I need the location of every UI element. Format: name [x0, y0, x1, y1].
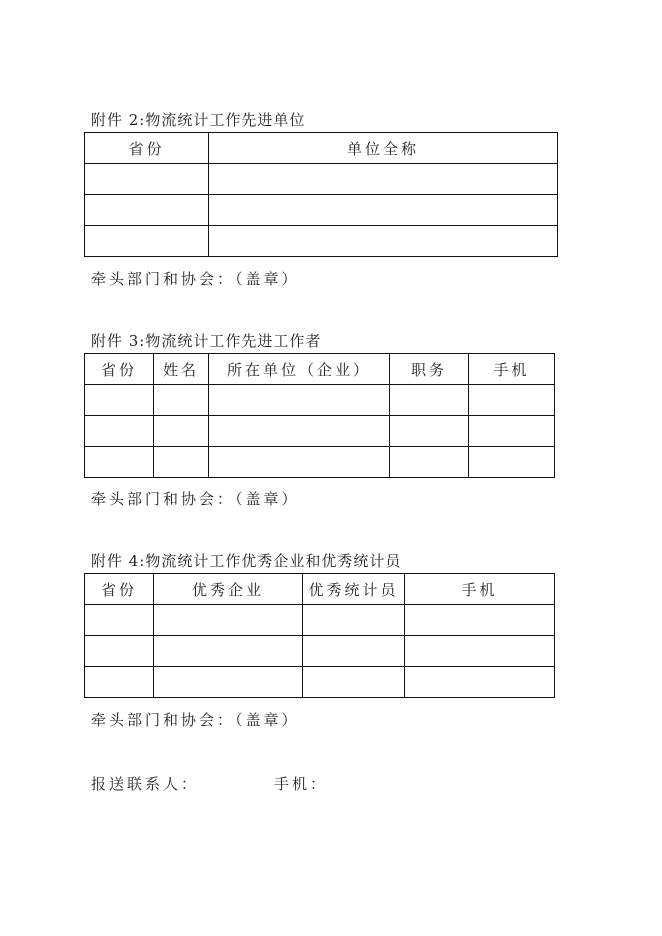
cell-name[interactable] [154, 416, 209, 447]
cell-mobile[interactable] [469, 385, 555, 416]
header-province: 省份 [85, 133, 209, 164]
attachment-2-title: 附件 2:物流统计工作先进单位 [91, 111, 306, 129]
header-name: 姓名 [154, 354, 209, 385]
table-row [85, 667, 555, 698]
table-header-row [85, 133, 558, 164]
table-row [85, 226, 558, 257]
header-mobile: 手机 [469, 354, 555, 385]
cell-mobile[interactable] [405, 636, 555, 667]
header-position: 职务 [390, 354, 469, 385]
attachment-3-table [84, 353, 555, 478]
cell-province[interactable] [85, 385, 154, 416]
cell-province[interactable] [85, 667, 154, 698]
header-mobile: 手机 [405, 574, 555, 605]
header-unit-full-name: 单位全称 [209, 133, 558, 164]
cell-statistician[interactable] [303, 636, 405, 667]
attachment-4-table [84, 573, 555, 698]
cell-position[interactable] [390, 385, 469, 416]
cell-name[interactable] [154, 447, 209, 478]
cell-employer[interactable] [209, 447, 390, 478]
attachment-2-table [84, 132, 558, 257]
cell-employer[interactable] [209, 385, 390, 416]
table-row [85, 195, 558, 226]
table-row [85, 385, 555, 416]
table-row [85, 605, 555, 636]
cell-province[interactable] [85, 195, 209, 226]
cell-province[interactable] [85, 447, 154, 478]
contact-person-label: 报送联系人： [91, 775, 200, 793]
attachment-3-stamp-note: 牵头部门和协会：（盖章） [91, 490, 300, 508]
cell-enterprise[interactable] [154, 667, 303, 698]
cell-employer[interactable] [209, 416, 390, 447]
attachment-3-title: 附件 3:物流统计工作先进工作者 [91, 332, 322, 350]
header-employer: 所在单位（企业） [209, 354, 390, 385]
cell-unit-name[interactable] [209, 164, 558, 195]
cell-mobile[interactable] [405, 605, 555, 636]
attachment-4-title: 附件 4:物流统计工作优秀企业和优秀统计员 [91, 552, 402, 570]
cell-unit-name[interactable] [209, 195, 558, 226]
cell-province[interactable] [85, 416, 154, 447]
cell-enterprise[interactable] [154, 605, 303, 636]
table-row [85, 164, 558, 195]
cell-province[interactable] [85, 164, 209, 195]
cell-mobile[interactable] [405, 667, 555, 698]
table-row [85, 636, 555, 667]
header-outstanding-statistician: 优秀统计员 [303, 574, 405, 605]
cell-mobile[interactable] [469, 416, 555, 447]
cell-statistician[interactable] [303, 667, 405, 698]
attachment-4-stamp-note: 牵头部门和协会：（盖章） [91, 711, 300, 729]
table-row [85, 416, 555, 447]
header-province: 省份 [85, 574, 154, 605]
cell-unit-name[interactable] [209, 226, 558, 257]
cell-province[interactable] [85, 605, 154, 636]
header-outstanding-enterprise: 优秀企业 [154, 574, 303, 605]
table-row [85, 447, 555, 478]
cell-mobile[interactable] [469, 447, 555, 478]
cell-enterprise[interactable] [154, 636, 303, 667]
attachment-2-stamp-note: 牵头部门和协会：（盖章） [91, 270, 300, 288]
contact-phone-label: 手机： [274, 775, 329, 793]
cell-position[interactable] [390, 416, 469, 447]
table-header-row [85, 574, 555, 605]
cell-statistician[interactable] [303, 605, 405, 636]
header-province: 省份 [85, 354, 154, 385]
cell-province[interactable] [85, 226, 209, 257]
cell-position[interactable] [390, 447, 469, 478]
cell-province[interactable] [85, 636, 154, 667]
table-header-row [85, 354, 555, 385]
cell-name[interactable] [154, 385, 209, 416]
